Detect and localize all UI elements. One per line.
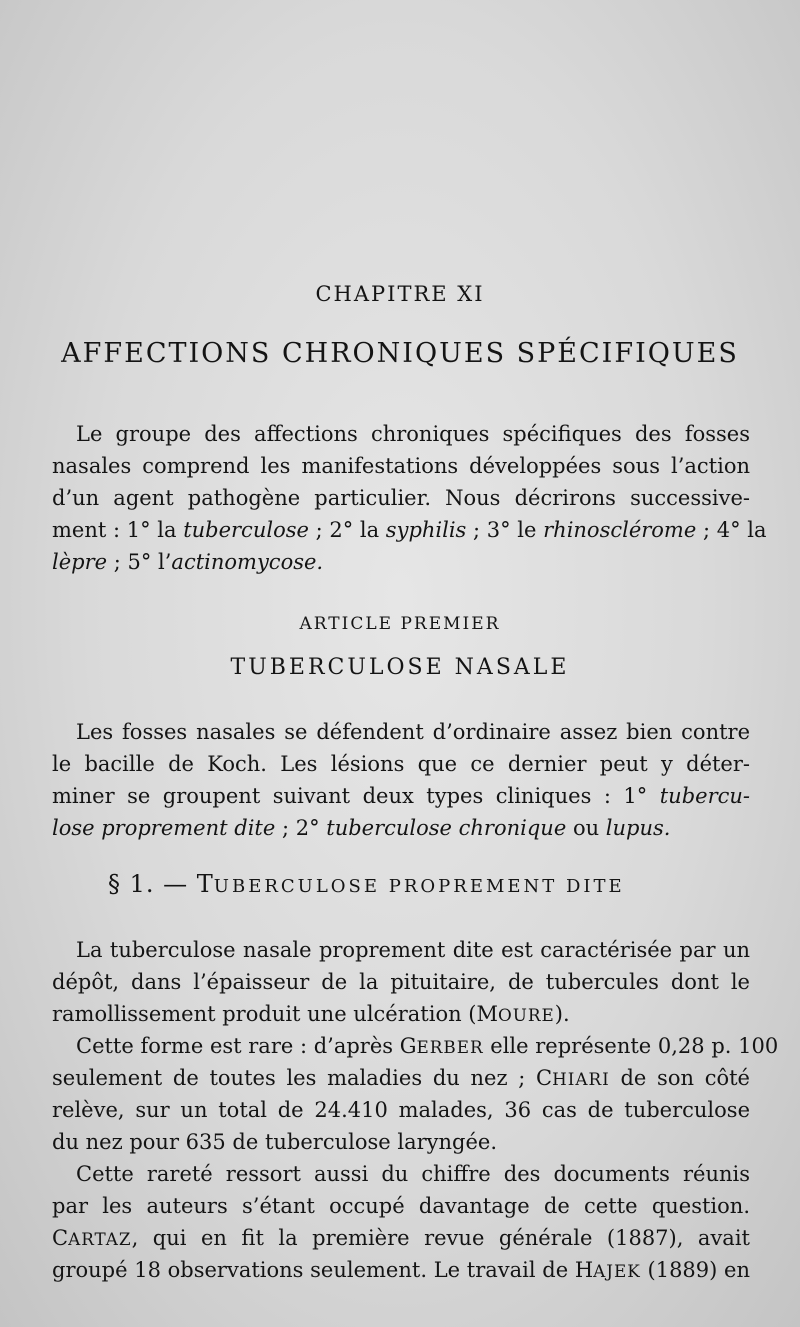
author-name: ERBER: [416, 1037, 484, 1057]
para4-line-3: [52, 1222, 750, 1254]
text-span: groupé 18 observations seulement. Le travail de H: [52, 1258, 594, 1282]
text-span: (1889) en: [640, 1258, 750, 1282]
para2-line-3: [52, 998, 750, 1030]
italic-term: tuberculose: [183, 518, 309, 542]
italic-term: syphilis: [385, 518, 467, 542]
text-span: de son côté: [609, 1066, 750, 1090]
para1-line-4: [52, 812, 750, 844]
author-name: OURE: [497, 1005, 555, 1025]
text-span: ; 5° l’: [107, 550, 172, 574]
italic-term: rhinosclérome: [543, 518, 697, 542]
author-name: HIARI: [552, 1069, 610, 1089]
section-title-text: UBERCULOSE PROPREMENT DITE: [213, 876, 625, 897]
para1-line-1: Les fosses nasales se défendent d’ordinaire assez bien contre: [76, 720, 750, 744]
text-span: ).: [554, 1002, 570, 1026]
italic-term: lupus.: [605, 816, 671, 840]
text-span: miner se groupent suivant deux types cliniques : 1°: [52, 784, 660, 808]
para2-line-1: La tuberculose nasale proprement dite est caractérisée par un: [76, 938, 750, 962]
article-title: TUBERCULOSE NASALE: [230, 655, 570, 680]
para1-line-3: [52, 780, 750, 812]
text-span: ; 2°: [275, 816, 327, 840]
para3-line-2: [52, 1062, 750, 1094]
section-number: § 1. — T: [108, 870, 214, 898]
section-heading: [108, 870, 625, 898]
para3-line-1: [52, 1030, 779, 1062]
text-span: seulement de toutes les maladies du nez ; C: [52, 1066, 553, 1090]
para4-line-4: [52, 1254, 750, 1286]
italic-term: lèpre: [52, 550, 108, 574]
text-span: Cette forme est rare : d’après G: [76, 1034, 417, 1058]
intro-line-4: [52, 514, 767, 546]
para3-line-3: relève, sur un total de 24.410 malades, 36 cas de tuberculose: [52, 1098, 750, 1122]
text-span: ment : 1° la: [52, 518, 184, 542]
text-span: , qui en fit la première revue générale (1887), avait: [131, 1226, 750, 1250]
text-span: ; 4° la: [696, 518, 767, 542]
text-span: elle représente 0,28 p. 100: [483, 1034, 779, 1058]
text-span: C: [52, 1226, 69, 1250]
text-span: ou: [566, 816, 606, 840]
article-label: ARTICLE PREMIER: [299, 614, 501, 634]
italic-term: tuberculose chronique: [326, 816, 567, 840]
italic-term: tubercu-: [659, 784, 750, 808]
para4-line-2: par les auteurs s’étant occupé davantage de cette question.: [52, 1194, 750, 1218]
para2-line-2: dépôt, dans l’épaisseur de la pituitaire, de tubercules dont le: [52, 970, 750, 994]
chapter-title: AFFECTIONS CHRONIQUES SPÉCIFIQUES: [61, 338, 739, 369]
italic-term: lose proprement dite: [52, 816, 276, 840]
italic-term: actinomycose.: [171, 550, 324, 574]
author-name: ARTAZ: [68, 1229, 132, 1249]
text-span: ; 2° la: [308, 518, 386, 542]
author-name: AJEK: [593, 1261, 641, 1281]
intro-line-1: Le groupe des affections chroniques spécifiques des fosses: [76, 422, 750, 446]
text-span: ramollissement produit une ulcération (M: [52, 1002, 498, 1026]
intro-line-5: [52, 546, 750, 578]
chapter-label: CHAPITRE XI: [315, 282, 485, 306]
para3-line-4: du nez pour 635 de tuberculose laryngée.: [52, 1130, 497, 1154]
intro-line-3: d’un agent pathogène particulier. Nous décrirons successive-: [52, 486, 750, 510]
text-span: ; 3° le: [466, 518, 544, 542]
intro-line-2: nasales comprend les manifestations développées sous l’action: [52, 454, 750, 478]
para1-line-2: le bacille de Koch. Les lésions que ce dernier peut y déter-: [52, 752, 750, 776]
para4-line-1: Cette rareté ressort aussi du chiffre des documents réunis: [76, 1162, 750, 1186]
